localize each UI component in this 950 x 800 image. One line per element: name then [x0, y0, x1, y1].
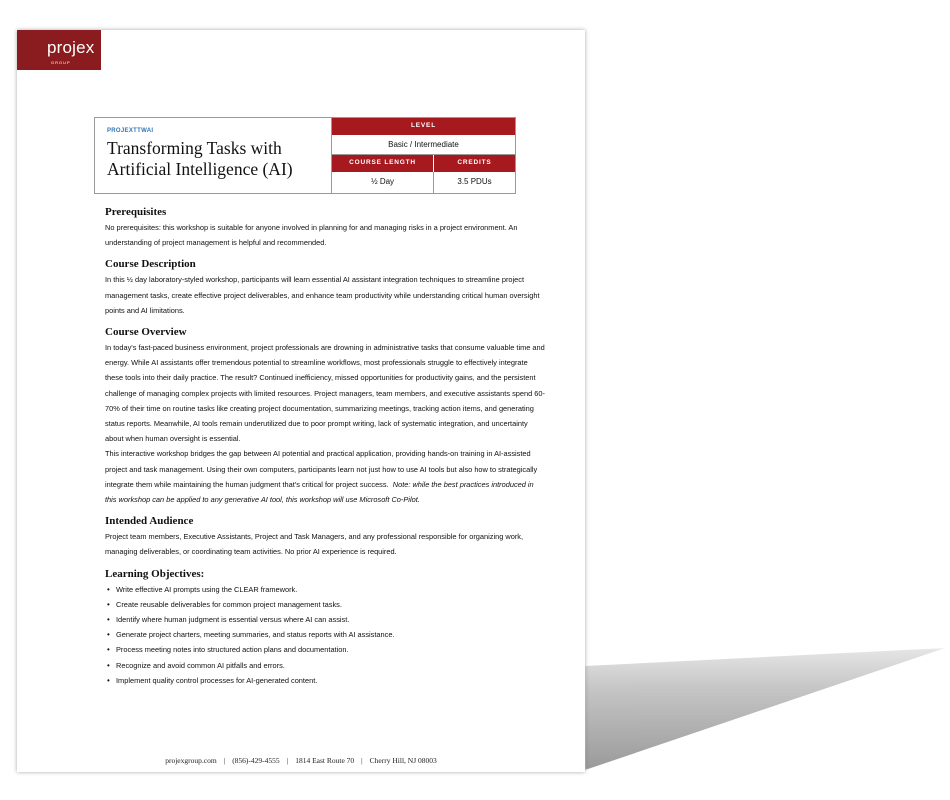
footer-separator: |	[286, 756, 289, 765]
footer-city: Cherry Hill, NJ 08003	[369, 756, 437, 765]
list-item: • Recognize and avoid common AI pitfalls and errors.	[116, 658, 545, 673]
footer-contact	[17, 756, 585, 765]
level-value: Basic / Intermediate	[332, 135, 515, 155]
list-item: • Write effective AI prompts using the CLEAR framework.	[116, 582, 545, 597]
footer-website: projexgroup.com	[165, 756, 217, 765]
course-description-heading: Course Description	[105, 258, 196, 271]
credits-value: 3.5 PDUs	[457, 177, 492, 186]
course-length-header: COURSE LENGTH	[332, 155, 434, 172]
list-item: • Implement quality control processes for AI-generated content.	[116, 673, 545, 688]
level-header: LEVEL	[332, 118, 515, 135]
list-item: • Create reusable deliverables for common project management tasks.	[116, 597, 545, 612]
course-overview-paragraph-2	[105, 446, 545, 507]
intended-audience-heading: Intended Audience	[105, 515, 194, 528]
prerequisites-heading: Prerequisites	[105, 206, 167, 218]
course-overview-paragraph-2-text: This interactive workshop bridges the gap between AI potential and practical application, providing hands-on training in AI-assisted project and task management. Using their own computers, participants learn not just how to use AI tools but also how to strategically integrate them while maintaining the human judgment that's critical for project success.	[105, 449, 538, 489]
course-length-value: ½ Day	[332, 172, 434, 193]
course-content	[105, 206, 545, 688]
credits-header: CREDITS	[434, 155, 515, 172]
prerequisites-text: No prerequisites: this workshop is suitable for anyone involved in planning for and managing risks in a project environment. An understanding of project management is helpful and recommended.	[105, 223, 518, 248]
document-page	[17, 30, 585, 772]
footer-separator: |	[223, 756, 226, 765]
course-overview-heading: Course Overview	[105, 326, 187, 339]
learning-objectives-list	[105, 582, 545, 688]
list-item: • Process meeting notes into structured action plans and documentation.	[116, 642, 545, 657]
intended-audience-text: Project team members, Executive Assistants, Project and Task Managers, and any professional responsible for organizing work, managing deliverables, or coordinating team activities. No prior AI experience is required.	[105, 532, 524, 557]
logo-subtext: GROUP	[51, 60, 71, 65]
footer-address: 1814 East Route 70	[295, 756, 355, 765]
course-overview-note: Note: while the best practices introduced in this workshop can be applied to any generative AI tool, this workshop will use Microsoft Co-Pilot.	[105, 479, 534, 505]
course-header-box	[94, 117, 516, 194]
list-item: • Generate project charters, meeting summaries, and status reports with AI assistance.	[116, 627, 545, 642]
footer-phone: (856)-429-4555	[232, 756, 280, 765]
course-title	[107, 138, 293, 180]
list-item: • Identify where human judgment is essential versus where AI can assist.	[116, 612, 545, 627]
course-code: PROJEXTTWAI	[107, 128, 154, 134]
course-title-cell	[95, 118, 332, 193]
course-title-line-1: Transforming Tasks with	[107, 138, 282, 158]
course-overview-paragraph-1: In today's fast-paced business environment, project professionals are drowning in administrative tasks that consume valuable time and energy. While AI assistants offer tremendous potential to streamline workflows, most professionals struggle to effectively integrate these tools into their daily practice. The result? Continued inefficiency, missed opportunities for productivity gains, and the persistent challenge of managing complex projects with limited resources. Project managers, team members, and executive assistants spend 60-70% of their time on routine tasks like creating project documentation, summarizing meetings, tracking action items, and generating status reports. Meanwhile, AI tools remain underutilized due to poor prompt writing, lack of systematic integration, and uncertainty about when human oversight is essential.	[105, 343, 545, 444]
logo-wordmark: projex	[47, 38, 95, 57]
course-title-line-2: Artificial Intelligence (AI)	[107, 159, 293, 179]
footer-separator: |	[361, 756, 363, 765]
learning-objectives-heading: Learning Objectives:	[105, 567, 205, 580]
page-drop-shadow	[585, 648, 945, 770]
course-description-text: In this ½ day laboratory-styled workshop, participants will learn essential AI assistant integration techniques to streamline project management tasks, create effective project deliverables, and enhance team productivity while understanding critical human oversight points and AI limitations.	[105, 275, 540, 315]
projex-logo	[17, 30, 101, 70]
